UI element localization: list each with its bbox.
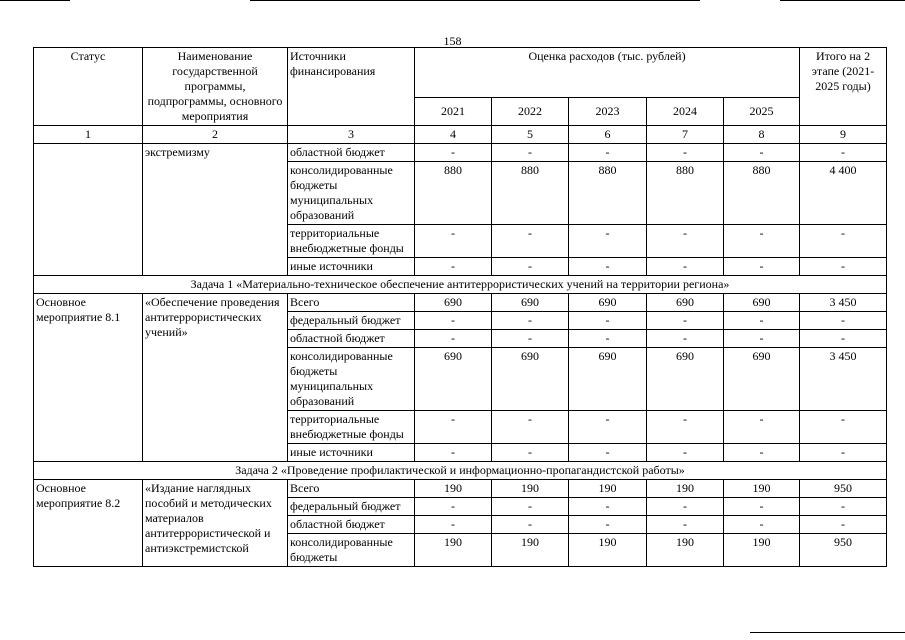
value-cell: - — [492, 411, 569, 444]
source-cell: областной бюджет — [288, 144, 415, 162]
value-cell: - — [724, 498, 800, 516]
total-cell: 950 — [800, 480, 887, 498]
table-row — [34, 294, 887, 312]
source-cell: областной бюджет — [288, 330, 415, 348]
value-cell: - — [569, 225, 647, 258]
value-cell: - — [569, 258, 647, 276]
header-name: Наименование государственной программы, подпрограммы, основного мероприятия — [143, 48, 288, 126]
value-cell: - — [415, 225, 492, 258]
page-number: 158 — [443, 34, 462, 48]
value-cell: - — [492, 330, 569, 348]
value-cell: - — [647, 225, 724, 258]
value-cell: - — [569, 312, 647, 330]
value-cell: - — [647, 498, 724, 516]
value-cell: 880 — [492, 162, 569, 225]
bottom-rule — [750, 632, 905, 633]
source-cell: консолидированные бюджеты муниципальных образований — [288, 348, 415, 411]
task-heading-row — [34, 276, 887, 294]
value-cell: - — [569, 444, 647, 462]
column-number: 6 — [569, 126, 647, 144]
total-cell: 4 400 — [800, 162, 887, 225]
column-number: 4 — [415, 126, 492, 144]
value-cell: - — [724, 411, 800, 444]
value-cell: 190 — [569, 534, 647, 567]
total-cell: - — [800, 330, 887, 348]
value-cell: 880 — [724, 162, 800, 225]
total-cell: - — [800, 411, 887, 444]
value-cell: 690 — [569, 348, 647, 411]
source-cell: Всего — [288, 480, 415, 498]
source-cell: Всего — [288, 294, 415, 312]
top-rule-mid — [250, 0, 700, 1]
status-cell — [34, 144, 143, 276]
value-cell: 690 — [415, 294, 492, 312]
column-number: 8 — [724, 126, 800, 144]
total-cell: 3 450 — [800, 294, 887, 312]
source-cell: консолидированные бюджеты муниципальных образований — [288, 162, 415, 225]
value-cell: 190 — [415, 480, 492, 498]
header-total: Итого на 2 этапе (2021-2025 годы) — [800, 48, 887, 126]
budget-table — [33, 47, 887, 567]
measure-name: экстремизму — [143, 144, 288, 276]
value-cell: - — [647, 258, 724, 276]
value-cell: - — [724, 312, 800, 330]
value-cell: - — [492, 144, 569, 162]
source-cell: иные источники — [288, 444, 415, 462]
value-cell: - — [415, 411, 492, 444]
value-cell: - — [724, 330, 800, 348]
task-1-title: Задача 1 «Материально-техническое обеспечение антитеррористических учений на территории региона» — [34, 276, 887, 294]
header-sources: Источники финансирования — [288, 48, 415, 126]
value-cell: 190 — [647, 480, 724, 498]
column-number-row — [34, 126, 887, 144]
value-cell: - — [569, 498, 647, 516]
value-cell: 190 — [569, 480, 647, 498]
top-rule-left — [0, 0, 70, 1]
value-cell: - — [492, 444, 569, 462]
value-cell: - — [647, 312, 724, 330]
value-cell: - — [415, 312, 492, 330]
status-cell: Основное мероприятие 8.1 — [34, 294, 143, 462]
value-cell: 190 — [724, 534, 800, 567]
value-cell: - — [724, 258, 800, 276]
header-year: 2023 — [569, 98, 647, 126]
value-cell: 190 — [415, 534, 492, 567]
value-cell: 690 — [415, 348, 492, 411]
value-cell: 190 — [724, 480, 800, 498]
source-cell: территориальные внебюджетные фонды — [288, 225, 415, 258]
total-cell: - — [800, 144, 887, 162]
total-cell: - — [800, 312, 887, 330]
status-cell: Основное мероприятие 8.2 — [34, 480, 143, 567]
total-cell: - — [800, 498, 887, 516]
total-cell: - — [800, 225, 887, 258]
value-cell: - — [415, 444, 492, 462]
header-year: 2024 — [647, 98, 724, 126]
value-cell: 880 — [647, 162, 724, 225]
table-row — [34, 144, 887, 162]
value-cell: - — [569, 516, 647, 534]
measure-name: «Издание наглядных пособий и методических материалов антитеррористической и антиэкстремистской — [143, 480, 288, 567]
task-2-title: Задача 2 «Проведение профилактической и информационно-пропагандистской работы» — [34, 462, 887, 480]
table-row — [34, 480, 887, 498]
value-cell: - — [724, 516, 800, 534]
value-cell: - — [492, 225, 569, 258]
value-cell: - — [647, 444, 724, 462]
top-rule-right — [780, 0, 905, 1]
measure-name: «Обеспечение проведения антитеррористических учений» — [143, 294, 288, 462]
header-year: 2021 — [415, 98, 492, 126]
value-cell: 690 — [569, 294, 647, 312]
source-cell: федеральный бюджет — [288, 498, 415, 516]
value-cell: 880 — [569, 162, 647, 225]
source-cell: иные источники — [288, 258, 415, 276]
header-status: Статус — [34, 48, 143, 126]
total-cell: 950 — [800, 534, 887, 567]
total-cell: - — [800, 444, 887, 462]
value-cell: - — [569, 330, 647, 348]
value-cell: - — [647, 516, 724, 534]
header-estimate: Оценка расходов (тыс. рублей) — [415, 48, 800, 98]
task-heading-row — [34, 462, 887, 480]
value-cell: - — [569, 411, 647, 444]
header-year: 2022 — [492, 98, 569, 126]
value-cell: 880 — [415, 162, 492, 225]
value-cell: - — [724, 144, 800, 162]
value-cell: 690 — [647, 348, 724, 411]
value-cell: - — [415, 258, 492, 276]
value-cell: - — [647, 411, 724, 444]
value-cell: - — [492, 258, 569, 276]
value-cell: - — [569, 144, 647, 162]
total-cell: - — [800, 258, 887, 276]
value-cell: 190 — [492, 480, 569, 498]
column-number: 1 — [34, 126, 143, 144]
value-cell: - — [492, 516, 569, 534]
header-row — [34, 48, 887, 98]
column-number: 3 — [288, 126, 415, 144]
value-cell: - — [415, 516, 492, 534]
total-cell: - — [800, 516, 887, 534]
value-cell: - — [415, 330, 492, 348]
source-cell: областной бюджет — [288, 516, 415, 534]
value-cell: 690 — [647, 294, 724, 312]
source-cell: консолидированные бюджеты — [288, 534, 415, 567]
value-cell: 690 — [724, 294, 800, 312]
value-cell: - — [647, 330, 724, 348]
value-cell: - — [492, 498, 569, 516]
total-cell: 3 450 — [800, 348, 887, 411]
column-number: 5 — [492, 126, 569, 144]
source-cell: федеральный бюджет — [288, 312, 415, 330]
value-cell: 190 — [492, 534, 569, 567]
column-number: 7 — [647, 126, 724, 144]
value-cell: 690 — [724, 348, 800, 411]
value-cell: - — [415, 144, 492, 162]
source-cell: территориальные внебюджетные фонды — [288, 411, 415, 444]
value-cell: 190 — [647, 534, 724, 567]
value-cell: 690 — [492, 294, 569, 312]
header-year: 2025 — [724, 98, 800, 126]
value-cell: - — [724, 225, 800, 258]
column-number: 2 — [143, 126, 288, 144]
value-cell: - — [647, 144, 724, 162]
value-cell: - — [415, 498, 492, 516]
value-cell: 690 — [492, 348, 569, 411]
value-cell: - — [492, 312, 569, 330]
column-number: 9 — [800, 126, 887, 144]
value-cell: - — [724, 444, 800, 462]
